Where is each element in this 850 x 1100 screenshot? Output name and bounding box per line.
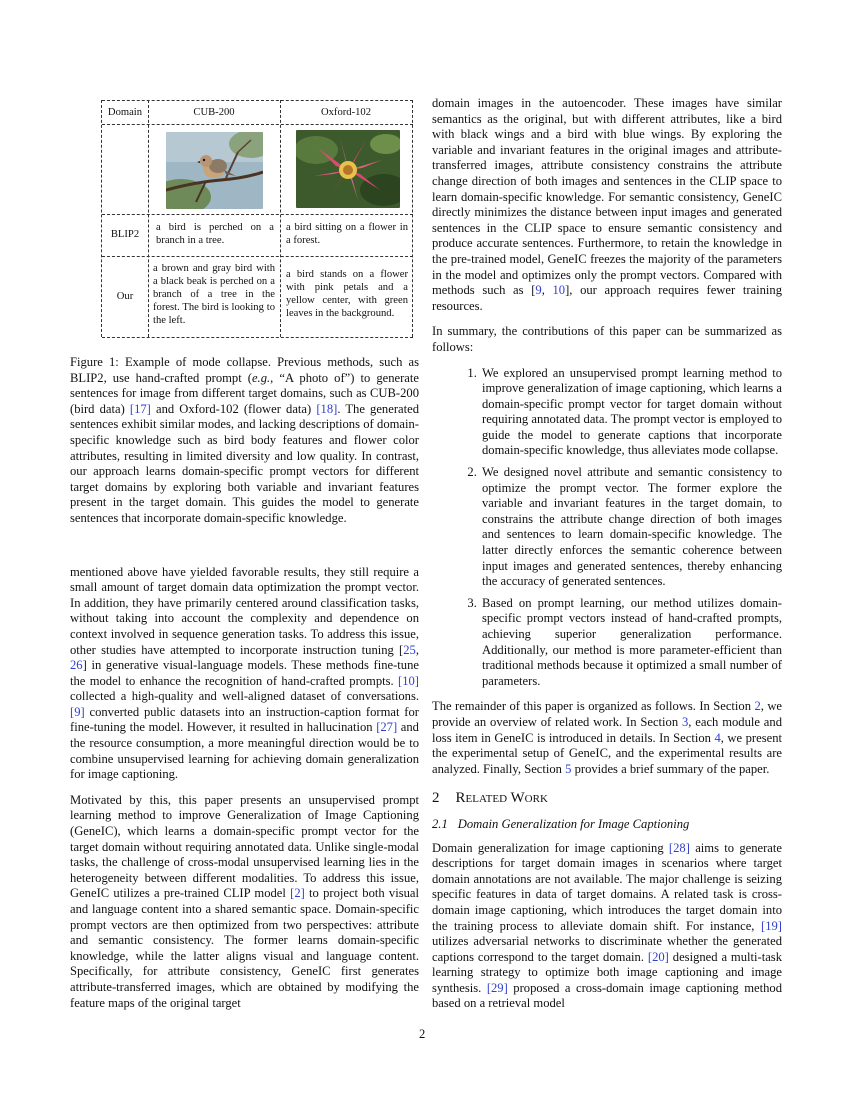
citation-link[interactable]: [27] bbox=[376, 720, 398, 735]
flower-image bbox=[296, 130, 400, 208]
citation-link[interactable]: [28] bbox=[668, 840, 690, 855]
citation-link[interactable]: [17] bbox=[129, 401, 151, 416]
citation-link[interactable]: [18] bbox=[316, 401, 338, 416]
page-number: 2 bbox=[419, 1027, 426, 1041]
citation-link[interactable]: [19] bbox=[761, 918, 782, 933]
citation-link[interactable]: [10] bbox=[398, 673, 419, 688]
figure-1-caption: Figure 1: Example of mode collapse. Previous methods, such as BLIP2, use hand-crafted prompt (e.g., “A photo of”) to generate sentences for image from different target domains, such as CUB-200 (bird data) [17] and Oxford-102 (flower data) [18]. The generated sentences exhibit similar modes, and lacking descriptions of domain-specific knowledge such as bird body features and flower color attributes, resulting in limited diversity and low quality. In contrast, our approach learns domain-specific prompt vectors for different target domains by exploring both variable and invariant features present in the target domain. This guides the model to generate sentences that incorporate domain-specific knowledge. bbox=[70, 355, 419, 525]
section-number: 2 bbox=[432, 790, 440, 807]
right-paragraph-4: Domain generalization for image captioning [28] aims to generate descriptions for target domain images in scenarios where target domain annotations are not available. The major challenge is seizing specific features in data of target domains. A related task is cross-domain image captioning, which introduces the target domain into the training process to alleviate domain shift. For instance, [19] utilizes adversarial networks to discriminate whether the generated captions correspond to the target domain. [20] designed a multi-task learning strategy to optimize both image captioning and image synthesis. [29] proposed a cross-domain image captioning method based on a retrieval model bbox=[432, 840, 783, 1011]
right-paragraph-1: domain images in the autoencoder. These images have similar semantics as the original, but with different attributes, like a bird with black wings and a bird with blue wings. By exploring the variable and invariant features in the original images and attribute-transferred images, attribute consistency constrains the attribute change direction of both images and sentences in the CLIP space to learn domain-specific knowledge. For semantic consistency, GeneIC directly minimizes the distance between input images and generated sentences in the CLIP space to ensure semantic consistency and produce accurate sentences. Furthermore, to retain the knowledge in the pre-trained model, GeneIC freezes the majority of the parameters in the model and optimizes only the prompt vectors. Compared with methods such as [9, 10], our approach requires fewer training resources. bbox=[432, 96, 782, 313]
header-domain: Domain bbox=[107, 107, 143, 118]
bird-image bbox=[166, 132, 263, 209]
subsection-heading bbox=[432, 817, 782, 833]
contributions-list bbox=[432, 366, 782, 690]
our-cub-caption: a brown and gray bird with a black beak is perched on a branch of a tree in the forest. The bird is looking to the left. bbox=[153, 263, 275, 326]
right-paragraph-2: In summary, the contributions of this paper can be summarized as follows: bbox=[432, 324, 782, 354]
section-link[interactable]: 4 bbox=[714, 730, 721, 745]
section-link[interactable]: 3 bbox=[682, 714, 689, 729]
citation-link[interactable]: 10 bbox=[552, 283, 566, 298]
blip2-cub-caption: a bird is perched on a branch in a tree. bbox=[156, 222, 274, 246]
list-item: 2. We designed novel attribute and semantic consistency to optimize the prompt vector. The former explore the variable and invariant features in the target domain, to constrains the attribute change direction of both images and sentences to learn domain-specific knowledge. The latter directly enforces the semantic coherence between input images and generated sentences, thereby enhancing the accuracy of generated sentences. bbox=[480, 465, 782, 590]
list-item: 1. We explored an unsupervised prompt learning method to improve generalization of image captioning, which learns a domain-specific prompt vector for target domain without requiring annotated data. The prompt vector is employed to guide the model to generate captions that incorporate domain-specific knowledge, thus alleviates mode collapse. bbox=[480, 366, 782, 460]
row-label-blip2: BLIP2 bbox=[110, 229, 140, 240]
right-column bbox=[432, 96, 782, 1022]
row-label-our: Our bbox=[116, 291, 134, 302]
figure-1-table bbox=[86, 96, 408, 339]
left-column bbox=[70, 96, 419, 1021]
section-heading bbox=[432, 791, 782, 807]
citation-link[interactable]: [9] bbox=[70, 704, 85, 719]
subsection-title: Domain Generalization for Image Captioning bbox=[457, 816, 690, 831]
subsection-number: 2.1 bbox=[432, 816, 448, 831]
citation-link[interactable]: [29] bbox=[486, 980, 508, 995]
right-paragraph-3: The remainder of this paper is organized as follows. In Section 2, we provide an overview of related work. In Section 3, each module and loss item in GeneIC is introduced in details. In Section 4, we present the experimental setup of GeneIC, and the experimental results are analyzed. Finally, Section 5 provides a brief summary of the paper. bbox=[432, 699, 783, 776]
section-link[interactable]: 5 bbox=[565, 761, 572, 776]
section-link[interactable]: 2 bbox=[754, 699, 761, 714]
citation-link[interactable]: [20] bbox=[647, 949, 669, 964]
our-oxford-caption: a bird stands on a flower with pink petals and a yellow center, with green leaves in the background. bbox=[286, 269, 408, 319]
left-paragraph-2: Motivated by this, this paper presents an unsupervised prompt learning method to improve Generalization of Image Captioning (GeneIC), which learns a domain-specific prompt vector for the target domain without requiring annotated data. Unlike single-modal tasks, the challenge of cross-modal unsupervised learning lies in the heterogeneity between different modalities. To address this issue, GeneIC utilizes a pre-trained CLIP model [2] to project both visual and language content into a shared semantic space. Domain-specific prompt vectors are then optimized from two perspectives: attribute and semantic consistency. The former learns domain-specific knowledge, while the latter aligns visual and language content. Specifically, for attribute consistency, GeneIC first generates attribute-transferred images, which are obtained by modifying the feature maps of the original target bbox=[70, 792, 420, 1010]
left-paragraph-1: mentioned above have yielded favorable results, they still require a small amount of target domain data optimization the prompt vector. In addition, they have primarily centered around classification tasks, without taking into account the complexity and dependence on context involved in sequence generation tasks. To address this issue, other studies have attempted to incorporate instruction tuning [25, 26] in generative visual-language models. These methods fine-tune the model to enhance the recognition of hand-crafted prompts. [10] collected a high-quality and well-aligned dataset of conversations. [9] converted public datasets into an instruction-caption format for fine-tuning the model. However, it resulted in hallucination [27] and the resource consumption, a more meaningful direction would be to combine unsupervised learning for achieving domain generalization for image captioning. bbox=[70, 564, 419, 782]
header-oxford-102: Oxford-102 bbox=[320, 107, 371, 118]
citation-link[interactable]: 25 bbox=[403, 642, 416, 657]
header-cub-200: CUB-200 bbox=[193, 107, 235, 118]
section-title: Related Work bbox=[455, 790, 548, 807]
citation-link[interactable]: 9 bbox=[535, 283, 542, 298]
citation-link[interactable]: 26 bbox=[70, 658, 83, 673]
citation-link[interactable]: [2] bbox=[290, 886, 305, 901]
blip2-oxford-caption: a bird sitting on a flower in a forest. bbox=[286, 222, 408, 246]
list-item: 3. Based on prompt learning, our method utilizes domain-specific prompt vectors instead of hand-crafted prompts, achieving superior generalization performance. Additionally, our method is more parameter-efficient than traditional methods because it optimized a small number of parameters. bbox=[480, 596, 782, 690]
